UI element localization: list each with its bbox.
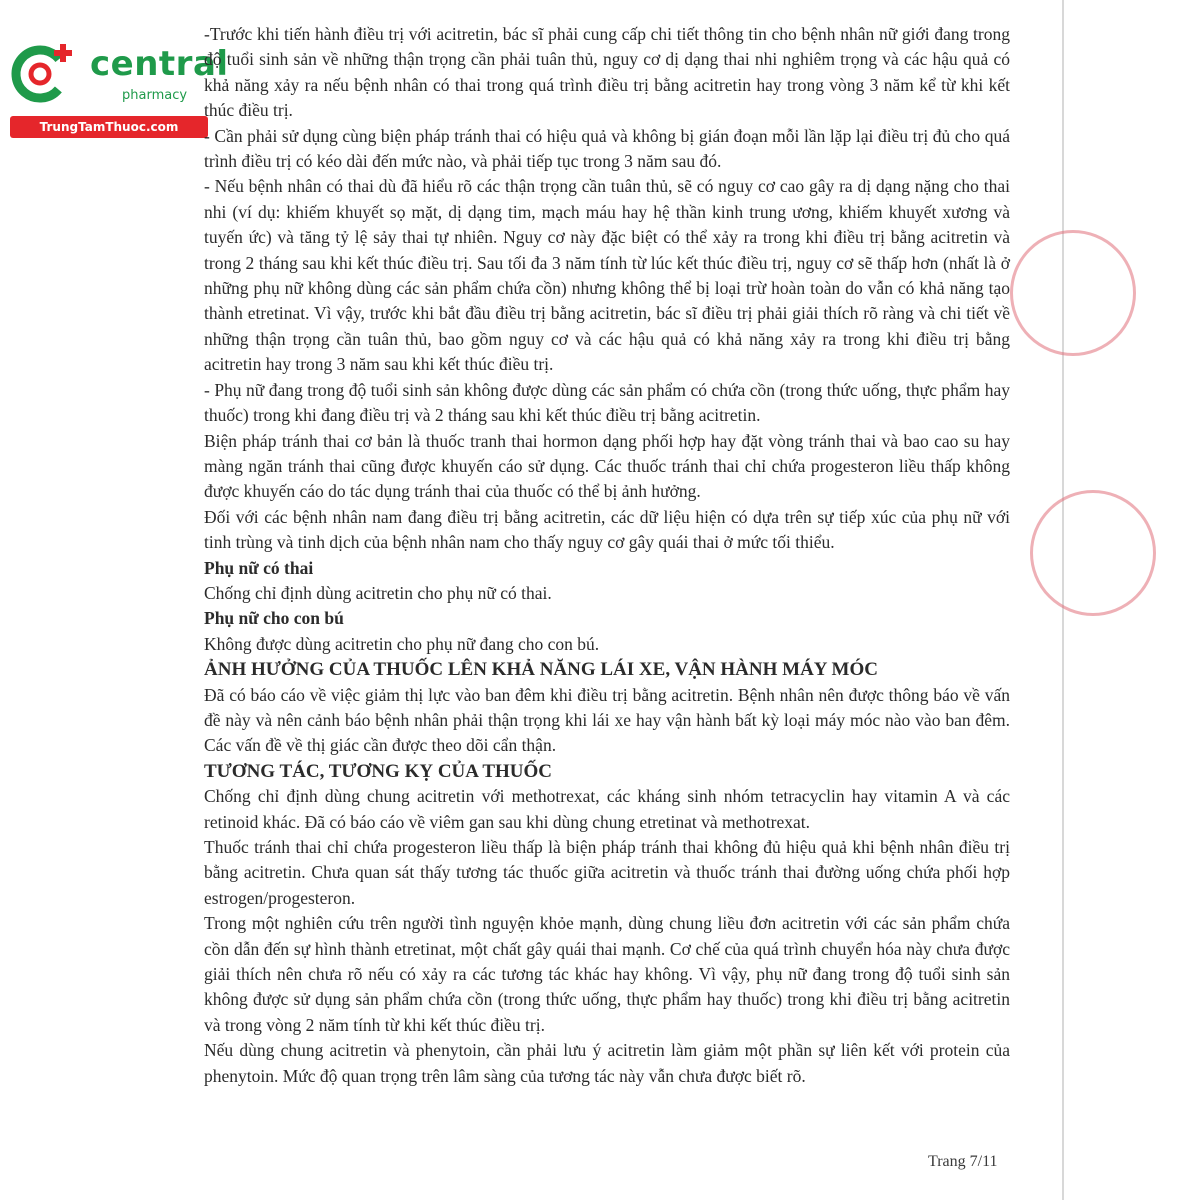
- paragraph: Nếu dùng chung acitretin và phenytoin, cần phải lưu ý acitretin làm giảm một phần sự liên kết với protein của phenytoin. Mức độ quan trọng trên lâm sàng của tương tác này vẫn chưa được biết rõ.: [204, 1040, 1010, 1086]
- central-pharmacy-logo: [10, 38, 229, 138]
- paragraph: Chống chỉ định dùng chung acitretin với methotrexat, các kháng sinh nhóm tetracyclin hay vitamin A và các retinoid khác. Đã có báo cáo về viêm gan sau khi dùng chung etretinat và methotrexat.: [204, 786, 1010, 832]
- paragraph: - Cần phải sử dụng cùng biện pháp tránh thai có hiệu quả và không bị gián đoạn mỗi lần lặp lại điều trị đủ cho quá trình điều trị có kéo dài đến mức nào, và phải tiếp tục trong 3 năm sau đó.: [204, 125, 1010, 172]
- subheading-breastfeeding: Phụ nữ cho con bú: [204, 608, 344, 629]
- section-heading-interactions: TƯƠNG TÁC, TƯƠNG KỴ CỦA THUỐC: [204, 760, 553, 782]
- paragraph: Đối với các bệnh nhân nam đang điều trị bằng acitretin, các dữ liệu hiện có dựa trên sự tiếp xúc của phụ nữ với tinh trùng và tinh dịch của bệnh nhân nam cho thấy nguy cơ gây quái thai ở mức tối thiểu.: [204, 506, 1010, 553]
- central-logo-icon: [10, 38, 80, 108]
- paragraph: Biện pháp tránh thai cơ bản là thuốc tranh thai hormon dạng phối hợp hay đặt vòng tránh thai và bao cao su hay màng ngăn tránh thai cũng được khuyến cáo sử dụng. Các thuốc tránh thai chỉ chứa progesteron liều thấp không được khuyến cáo do tác dụng tránh thai của thuốc có thể bị ảnh hưởng.: [204, 430, 1010, 502]
- paragraph: Trong một nghiên cứu trên người tình nguyện khỏe mạnh, dùng chung liều đơn acitretin với các sản phẩm chứa cồn dẫn đến sự hình thành etretinat, một chất gây quái thai mạnh. Cơ chế của quá trình chuyển hóa này chưa được giải thích nên chưa rõ nếu có xảy ra các tương tác khác hay không. Vì vậy, phụ nữ đang trong độ tuổi sinh sản không được sử dụng sản phẩm chứa cồn (trong thức uống, thực phẩm hay thuốc) trong khi điều trị bằng acitretin và trong vòng 2 năm tính từ khi kết thúc điều trị.: [204, 913, 1010, 1035]
- paragraph: -Trước khi tiến hành điều trị với acitretin, bác sĩ phải cung cấp chi tiết thông tin cho bệnh nhân nữ giới đang trong độ tuổi sinh sản về những thận trọng cần phải tuân thủ, nguy cơ dị dạng thai nhi nghiêm trọng và các hậu quả có khả năng xảy ra nếu bệnh nhân có thai trong quá trình điều trị bằng acitretin hay trong vòng 3 năm kể từ khi kết thúc điều trị.: [204, 24, 1010, 121]
- paragraph: Đã có báo cáo về việc giảm thị lực vào ban đêm khi điều trị bằng acitretin. Bệnh nhân nên được thông báo về vấn đề này và nên cảnh báo bệnh nhân phải thận trọng khi lái xe hay vận hành bất kỳ loại máy móc nào vào ban đêm. Các vấn đề về thị giác cần được theo dõi cẩn thận.: [204, 684, 1010, 756]
- paragraph: - Phụ nữ đang trong độ tuổi sinh sản không được dùng các sản phẩm có chứa cồn (trong thức uống, thực phẩm hay thuốc) trong khi đang điều trị và 2 tháng sau khi kết thúc điều trị bằng acitretin.: [204, 379, 1010, 426]
- paragraph: Không được dùng acitretin cho phụ nữ đang cho con bú.: [204, 633, 600, 654]
- document-body: [204, 22, 1010, 1089]
- paragraph: Chống chỉ định dùng acitretin cho phụ nữ có thai.: [204, 582, 552, 603]
- paragraph: - Nếu bệnh nhân có thai dù đã hiểu rõ các thận trọng cần tuân thủ, sẽ có nguy cơ cao gây ra dị dạng nặng cho thai nhi (ví dụ: khiếm khuyết sọ mặt, dị dạng tim, mạch máu hay hệ thần kinh trung ương, khiếm khuyết xương và tuyến ức) và tăng tỷ lệ sảy thai tự nhiên. Nguy cơ này đặc biệt có thể xảy ra trong khi điều trị bằng acitretin và trong 2 tháng sau khi kết thúc điều trị. Sau tối đa 3 năm tính từ lúc kết thúc điều trị, nguy cơ sẽ thấp hơn (nhất là ở những phụ nữ không dùng các sản phẩm chứa cồn) nhưng không thể bị loại trừ hoàn toàn do vẫn có khả năng tạo thành etretinat. Vì vậy, trước khi bắt đầu điều trị bằng acitretin, bác sĩ điều trị phải giải thích rõ ràng và chi tiết về những thận trọng cần tuân thủ, bao gồm nguy cơ và các hậu quả có khả năng xảy ra trong khi điều trị bằng acitretin hay trong 3 năm sau khi kết thúc điều trị.: [204, 176, 1010, 375]
- section-heading-driving: ẢNH HƯỞNG CỦA THUỐC LÊN KHẢ NĂNG LÁI XE, VẬN HÀNH MÁY MÓC: [204, 659, 878, 681]
- logo-brand: central: [90, 44, 229, 84]
- logo-subtitle: pharmacy: [122, 88, 188, 103]
- paragraph: Thuốc tránh thai chỉ chứa progesteron liều thấp là biện pháp tránh thai không đủ hiệu quả khi bệnh nhân điều trị bằng acitretin. Chưa quan sát thấy tương tác thuốc giữa acitretin và thuốc tránh thai đường uống chứa phối hợp estrogen/progesteron.: [204, 837, 1010, 908]
- subheading-pregnancy: Phụ nữ có thai: [204, 557, 314, 578]
- red-stamp-fragment: [1030, 490, 1156, 616]
- page-number: Trang 7/11: [928, 1153, 998, 1170]
- logo-site-banner: TrungTamThuoc.com: [10, 116, 208, 138]
- red-stamp-fragment: [1010, 230, 1136, 356]
